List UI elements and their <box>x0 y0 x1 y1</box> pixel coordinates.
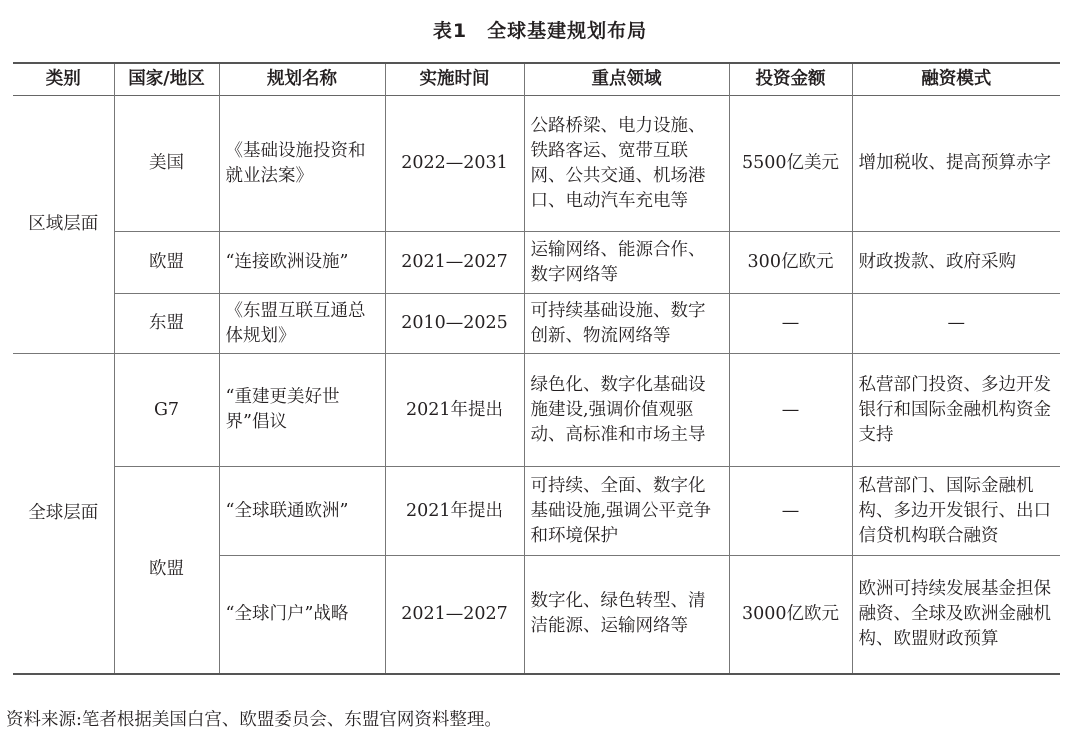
financing-cell: 私营部门、国际金融机构、多边开发银行、出口信贷机构联合融资 <box>852 467 1060 556</box>
category-global: 全球层面 <box>13 354 114 674</box>
table-row <box>13 354 1060 467</box>
financing-cell: 私营部门投资、多边开发银行和国际金融机构资金支持 <box>852 354 1060 467</box>
focus-cell: 可持续、全面、数字化基础设施,强调公平竞争和环境保护 <box>524 467 729 556</box>
infrastructure-plan-table <box>13 62 1060 675</box>
focus-cell: 可持续基础设施、数字创新、物流网络等 <box>524 294 729 354</box>
source-note: 资料来源:笔者根据美国白宫、欧盟委员会、东盟官网资料整理。 <box>6 710 502 730</box>
financing-cell: 财政拨款、政府采购 <box>852 232 1060 294</box>
country-cell: 欧盟 <box>114 232 219 294</box>
plan-cell: “连接欧洲设施” <box>219 232 385 294</box>
focus-cell: 运输网络、能源合作、数字网络等 <box>524 232 729 294</box>
plan-cell: 《基础设施投资和就业法案》 <box>219 96 385 232</box>
header-amount: 投资金额 <box>729 63 852 96</box>
period-cell: 2022—2031 <box>385 96 524 232</box>
focus-cell: 数字化、绿色转型、清洁能源、运输网络等 <box>524 556 729 674</box>
header-period: 实施时间 <box>385 63 524 96</box>
country-cell: G7 <box>114 354 219 467</box>
country-cell: 东盟 <box>114 294 219 354</box>
table-row <box>13 467 1060 556</box>
amount-cell: 5500亿美元 <box>729 96 852 232</box>
plan-cell: “重建更美好世界”倡议 <box>219 354 385 467</box>
table-title: 表1 全球基建规划布局 <box>432 20 648 42</box>
category-regional: 区域层面 <box>28 214 99 234</box>
plan-cell: “全球门户”战略 <box>219 556 385 674</box>
focus-cell: 公路桥梁、电力设施、铁路客运、宽带互联网、公共交通、机场港口、电动汽车充电等 <box>524 96 729 232</box>
table-row <box>13 96 1060 232</box>
country-cell: 美国 <box>114 96 219 232</box>
financing-cell: — <box>852 294 1060 354</box>
header-row <box>13 63 1060 96</box>
country-cell: 欧盟 <box>114 467 219 674</box>
amount-cell: — <box>729 294 852 354</box>
table-row <box>13 294 1060 354</box>
header-focus: 重点领域 <box>524 63 729 96</box>
period-cell: 2021年提出 <box>385 354 524 467</box>
amount-cell: — <box>729 467 852 556</box>
table-row <box>13 232 1060 294</box>
header-financing: 融资模式 <box>852 63 1060 96</box>
financing-cell: 增加税收、提高预算赤字 <box>852 96 1060 232</box>
amount-cell: 300亿欧元 <box>729 232 852 294</box>
header-country: 国家/地区 <box>114 63 219 96</box>
plan-cell: “全球联通欧洲” <box>219 467 385 556</box>
period-cell: 2021年提出 <box>385 467 524 556</box>
plan-cell: 《东盟互联互通总体规划》 <box>219 294 385 354</box>
amount-cell: — <box>729 354 852 467</box>
financing-cell: 欧洲可持续发展基金担保融资、全球及欧洲金融机构、欧盟财政预算 <box>852 556 1060 674</box>
period-cell: 2021—2027 <box>385 556 524 674</box>
period-cell: 2010—2025 <box>385 294 524 354</box>
header-category: 类别 <box>45 69 81 89</box>
period-cell: 2021—2027 <box>385 232 524 294</box>
header-plan: 规划名称 <box>219 63 385 96</box>
focus-cell: 绿色化、数字化基础设施建设,强调价值观驱动、高标准和市场主导 <box>524 354 729 467</box>
amount-cell: 3000亿欧元 <box>729 556 852 674</box>
